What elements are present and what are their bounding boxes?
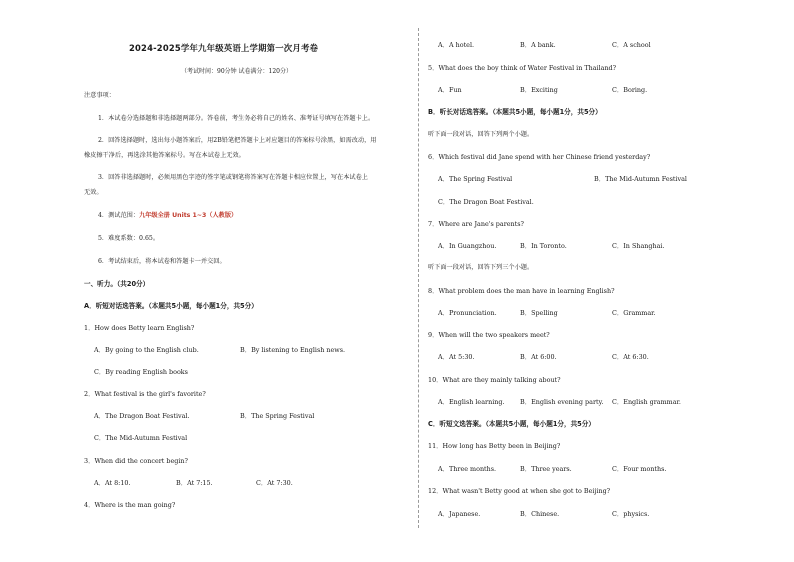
page-title: 2024-2025学年九年级英语上学期第一次月考卷 bbox=[129, 43, 319, 53]
question-8: 8．What problem does the man have in learning English? bbox=[428, 287, 615, 295]
q1-option-b: B．By listening to English news. bbox=[240, 346, 346, 354]
question-3: 3．When did the concert begin? bbox=[84, 457, 188, 465]
q12-option-a: A．Japanese. bbox=[438, 510, 481, 518]
q4-option-b: B．A bank. bbox=[520, 41, 556, 49]
note-4 bbox=[98, 212, 237, 220]
question-4: 4．Where is the man going? bbox=[84, 501, 176, 509]
q1-option-c: C．By reading English books bbox=[94, 368, 188, 376]
exam-info: （考试时间：90分钟 试卷满分：120分） bbox=[181, 68, 292, 75]
q2-option-a: A．The Dragon Boat Festival. bbox=[94, 412, 190, 420]
q9-option-b: B．At 6:00. bbox=[520, 353, 557, 361]
question-5: 5．What does the boy think of Water Festival in Thailand? bbox=[428, 64, 617, 72]
q3-option-b: B．At 7:15. bbox=[176, 479, 213, 487]
notes-label: 注意事项： bbox=[84, 92, 115, 99]
section-b-heading: B．听长对话选答案。（本题共5小题，每小题1分，共5分） bbox=[428, 108, 602, 116]
question-10: 10．What are they mainly talking about? bbox=[428, 376, 561, 384]
note-1: 1．本试卷分选择题和非选择题两部分。答卷前，考生务必将自己的姓名、准考证号填写在答题卡上。 bbox=[98, 115, 375, 122]
q4-option-c: C．A school bbox=[612, 41, 651, 49]
q9-option-c: C．At 6:30. bbox=[612, 353, 649, 361]
q7-option-c: C．In Shanghai. bbox=[612, 242, 665, 250]
section-c-heading: C．听短文选答案。（本题共5小题，每小题1分，共5分） bbox=[428, 420, 595, 428]
q7-option-b: B．In Toronto. bbox=[520, 242, 567, 250]
note-3-line-2: 无效。 bbox=[84, 189, 103, 196]
q12-option-c: C．physics. bbox=[612, 510, 650, 518]
q10-option-c: C．English grammar. bbox=[612, 398, 681, 406]
q9-option-a: A．At 5:30. bbox=[438, 353, 475, 361]
q6-option-b: B．The Mid-Autumn Festival bbox=[594, 175, 687, 183]
q8-option-b: B．Spelling bbox=[520, 309, 558, 317]
q11-option-c: C．Four months. bbox=[612, 465, 667, 473]
test-scope: 九年级全册 Units 1~3（人教版） bbox=[139, 212, 238, 219]
q12-option-b: B．Chinese. bbox=[520, 510, 560, 518]
part-1-heading: 一、听力。（共20分） bbox=[84, 280, 150, 288]
q3-option-a: A．At 8:10. bbox=[94, 479, 131, 487]
section-a-heading: A．听短对话选答案。（本题共5小题，每小题1分，共5分） bbox=[84, 302, 258, 310]
q6-option-c: C．The Dragon Boat Festival. bbox=[438, 198, 534, 206]
instruction-1: 听下面一段对话，回答下列两个小题。 bbox=[428, 131, 534, 138]
q10-option-a: A．English learning. bbox=[438, 398, 505, 406]
note-3-line-1: 3．回答非选择题时，必须用黑色字迹的签字笔或钢笔将答案写在答题卡相应位置上，写在本试卷上 bbox=[98, 174, 368, 181]
q10-option-b: B．English evening party. bbox=[520, 398, 604, 406]
question-9: 9．When will the two speakers meet? bbox=[428, 331, 550, 339]
note-6: 6．考试结束后，将本试卷和答题卡一并交回。 bbox=[98, 258, 226, 265]
note-5: 5．难度系数：0.65。 bbox=[98, 235, 160, 242]
q11-option-a: A．Three months. bbox=[438, 465, 497, 473]
q5-option-c: C．Boring. bbox=[612, 86, 648, 94]
q8-option-a: A．Pronunciation. bbox=[438, 309, 497, 317]
question-6: 6．Which festival did Jane spend with her Chinese friend yesterday? bbox=[428, 153, 651, 161]
question-2: 2．What festival is the girl's favorite? bbox=[84, 390, 206, 398]
note-2-line-1: 2．回答选择题时，选出每小题答案后，用2B铅笔把答题卡上对应题目的答案标号涂黑，如需改动，用 bbox=[98, 137, 377, 144]
q3-option-c: C．At 7:30. bbox=[256, 479, 293, 487]
question-11: 11．How long has Betty been in Beijing? bbox=[428, 442, 561, 450]
q7-option-a: A．In Guangzhou. bbox=[438, 242, 497, 250]
q8-option-c: C．Grammar. bbox=[612, 309, 656, 317]
question-1: 1．How does Betty learn English? bbox=[84, 324, 195, 332]
q2-option-c: C．The Mid-Autumn Festival bbox=[94, 434, 188, 442]
question-12: 12．What wasn't Betty good at when she got to Beijing? bbox=[428, 487, 611, 495]
q2-option-b: B．The Spring Festival bbox=[240, 412, 315, 420]
column-divider bbox=[418, 28, 419, 528]
note-2-line-2: 橡皮擦干净后，再选涂其他答案标号。写在本试卷上无效。 bbox=[84, 152, 245, 159]
note-4-prefix: 4．测试范围： bbox=[98, 212, 140, 219]
q11-option-b: B．Three years. bbox=[520, 465, 572, 473]
instruction-2: 听下面一段对话，回答下列三个小题。 bbox=[428, 264, 534, 271]
q1-option-a: A．By going to the English club. bbox=[94, 346, 199, 354]
q4-option-a: A．A hotel. bbox=[438, 41, 475, 49]
q5-option-b: B．Exciting bbox=[520, 86, 558, 94]
q6-option-a: A．The Spring Festival bbox=[438, 175, 513, 183]
q5-option-a: A．Fun bbox=[438, 86, 462, 94]
question-7: 7．Where are Jane's parents? bbox=[428, 220, 524, 228]
